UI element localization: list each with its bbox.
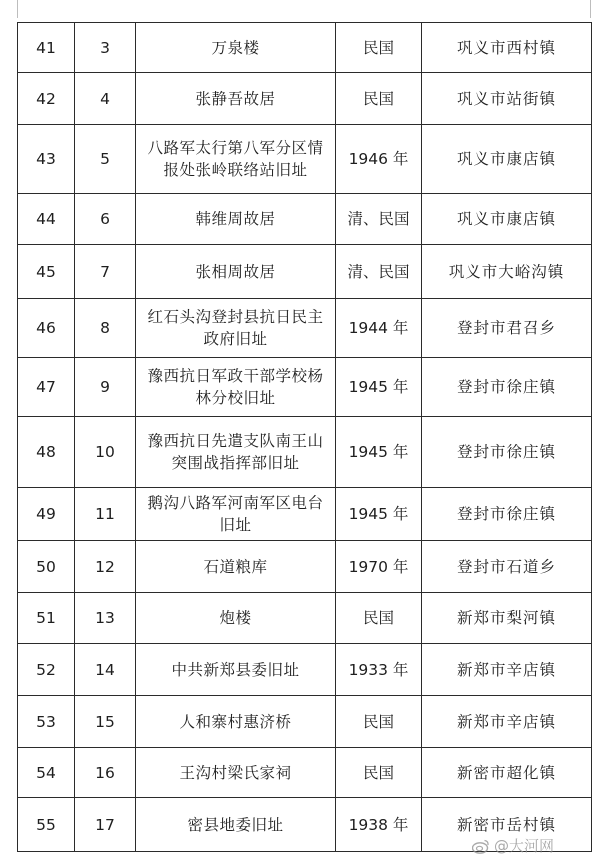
cell-site-name: 石道粮库 <box>136 541 336 593</box>
cell-overall-number: 41 <box>18 23 75 73</box>
cell-site-name: 炮楼 <box>136 593 336 644</box>
table-row <box>18 23 592 73</box>
cell-site-name: 中共新郑县委旧址 <box>136 644 336 696</box>
cell-era: 民国 <box>336 748 422 798</box>
cell-site-name: 鹅沟八路军河南军区电台旧址 <box>136 488 336 541</box>
page-top-edge <box>0 0 606 22</box>
cell-local-number: 16 <box>75 748 136 798</box>
cell-overall-number: 48 <box>18 417 75 488</box>
cell-location: 新郑市辛店镇 <box>422 696 592 748</box>
cell-overall-number: 53 <box>18 696 75 748</box>
table-row <box>18 299 592 358</box>
cell-overall-number: 52 <box>18 644 75 696</box>
cell-local-number: 9 <box>75 358 136 417</box>
cell-era: 1970 年 <box>336 541 422 593</box>
cell-local-number: 10 <box>75 417 136 488</box>
cell-local-number: 13 <box>75 593 136 644</box>
cell-site-name: 密县地委旧址 <box>136 798 336 852</box>
heritage-sites-table <box>17 22 592 852</box>
cell-local-number: 8 <box>75 299 136 358</box>
cell-location: 巩义市西村镇 <box>422 23 592 73</box>
weibo-logo-icon <box>472 838 490 854</box>
table-row <box>18 125 592 194</box>
cell-location: 登封市徐庄镇 <box>422 417 592 488</box>
cell-local-number: 15 <box>75 696 136 748</box>
cell-location: 巩义市站街镇 <box>422 73 592 125</box>
table-row <box>18 358 592 417</box>
cell-overall-number: 54 <box>18 748 75 798</box>
table-row <box>18 194 592 245</box>
cell-site-name: 韩维周故居 <box>136 194 336 245</box>
table-body <box>18 23 592 852</box>
cell-site-name: 八路军太行第八军分区情报处张岭联络站旧址 <box>136 125 336 194</box>
cell-local-number: 11 <box>75 488 136 541</box>
cell-era: 1933 年 <box>336 644 422 696</box>
table-row <box>18 488 592 541</box>
cell-era: 清、民国 <box>336 194 422 245</box>
cell-overall-number: 46 <box>18 299 75 358</box>
table-row <box>18 245 592 299</box>
cell-location: 新密市超化镇 <box>422 748 592 798</box>
cell-era: 1945 年 <box>336 488 422 541</box>
cell-era: 1946 年 <box>336 125 422 194</box>
cell-era: 民国 <box>336 696 422 748</box>
cell-era: 1945 年 <box>336 358 422 417</box>
cell-overall-number: 47 <box>18 358 75 417</box>
cell-era: 民国 <box>336 23 422 73</box>
cell-overall-number: 43 <box>18 125 75 194</box>
cell-era: 1938 年 <box>336 798 422 852</box>
cell-site-name: 人和寨村惠济桥 <box>136 696 336 748</box>
table-row <box>18 417 592 488</box>
cell-location: 巩义市康店镇 <box>422 194 592 245</box>
cell-location: 登封市石道乡 <box>422 541 592 593</box>
cell-location: 新郑市辛店镇 <box>422 644 592 696</box>
page-corner-mark-right <box>590 0 591 18</box>
cell-local-number: 6 <box>75 194 136 245</box>
cell-era: 清、民国 <box>336 245 422 299</box>
cell-site-name: 王沟村梁氏家祠 <box>136 748 336 798</box>
cell-site-name: 张相周故居 <box>136 245 336 299</box>
cell-overall-number: 44 <box>18 194 75 245</box>
cell-overall-number: 51 <box>18 593 75 644</box>
cell-era: 民国 <box>336 593 422 644</box>
cell-era: 1945 年 <box>336 417 422 488</box>
cell-local-number: 17 <box>75 798 136 852</box>
cell-era: 1944 年 <box>336 299 422 358</box>
cell-site-name: 红石头沟登封县抗日民主政府旧址 <box>136 299 336 358</box>
cell-site-name: 张静吾故居 <box>136 73 336 125</box>
cell-location: 巩义市康店镇 <box>422 125 592 194</box>
table-row <box>18 593 592 644</box>
cell-location: 新郑市梨河镇 <box>422 593 592 644</box>
cell-overall-number: 42 <box>18 73 75 125</box>
cell-local-number: 5 <box>75 125 136 194</box>
cell-location: 登封市徐庄镇 <box>422 358 592 417</box>
cell-location: 新密市岳村镇 <box>422 798 592 852</box>
watermark <box>472 835 554 856</box>
table-row <box>18 541 592 593</box>
cell-overall-number: 45 <box>18 245 75 299</box>
cell-location: 登封市徐庄镇 <box>422 488 592 541</box>
cell-site-name: 豫西抗日军政干部学校杨林分校旧址 <box>136 358 336 417</box>
cell-local-number: 14 <box>75 644 136 696</box>
cell-site-name: 万泉楼 <box>136 23 336 73</box>
cell-location: 登封市君召乡 <box>422 299 592 358</box>
cell-overall-number: 49 <box>18 488 75 541</box>
table-row <box>18 644 592 696</box>
cell-local-number: 4 <box>75 73 136 125</box>
cell-overall-number: 50 <box>18 541 75 593</box>
cell-local-number: 7 <box>75 245 136 299</box>
page-corner-mark-left <box>17 0 18 18</box>
table-row <box>18 748 592 798</box>
cell-era: 民国 <box>336 73 422 125</box>
cell-overall-number: 55 <box>18 798 75 852</box>
table-row <box>18 696 592 748</box>
cell-location: 巩义市大峪沟镇 <box>422 245 592 299</box>
table-row <box>18 73 592 125</box>
cell-site-name: 豫西抗日先遣支队南王山突围战指挥部旧址 <box>136 417 336 488</box>
cell-local-number: 3 <box>75 23 136 73</box>
cell-local-number: 12 <box>75 541 136 593</box>
watermark-text: @大河网 <box>493 837 554 855</box>
